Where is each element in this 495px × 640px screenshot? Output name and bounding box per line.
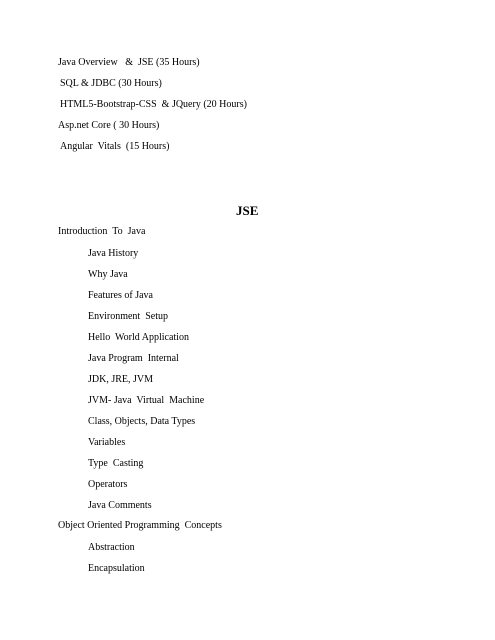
topic-item: Environment Setup [88,311,168,322]
course-item: HTML5-Bootstrap-CSS & JQuery (20 Hours) [60,99,247,110]
section-title: JSE [236,203,259,218]
topic-item: Hello World Application [88,332,189,343]
course-item: Asp.net Core ( 30 Hours) [58,120,160,131]
topic-item: JDK, JRE, JVM [88,374,154,385]
topic-title: Object Oriented Programming Concepts [58,520,222,531]
topic-item: Java Program Internal [88,353,179,364]
topic-item: Java Comments [88,500,152,511]
topic-item: Why Java [88,269,128,280]
course-item: Angular Vitals (15 Hours) [60,141,170,152]
topic-title: Introduction To Java [58,226,146,237]
topic-item: Features of Java [88,290,153,301]
topic-item: Type Casting [88,458,144,469]
topic-item: Abstraction [88,542,135,553]
topic-item: Encapsulation [88,563,145,574]
topic-item: Java History [88,248,139,259]
course-item: SQL & JDBC (30 Hours) [60,78,162,89]
topic-item: Class, Objects, Data Types [88,416,196,427]
topic-item: Variables [88,437,126,448]
topic-item: JVM- Java Virtual Machine [88,395,205,406]
topic-item: Operators [88,479,128,490]
course-item: Java Overview & JSE (35 Hours) [58,57,200,68]
